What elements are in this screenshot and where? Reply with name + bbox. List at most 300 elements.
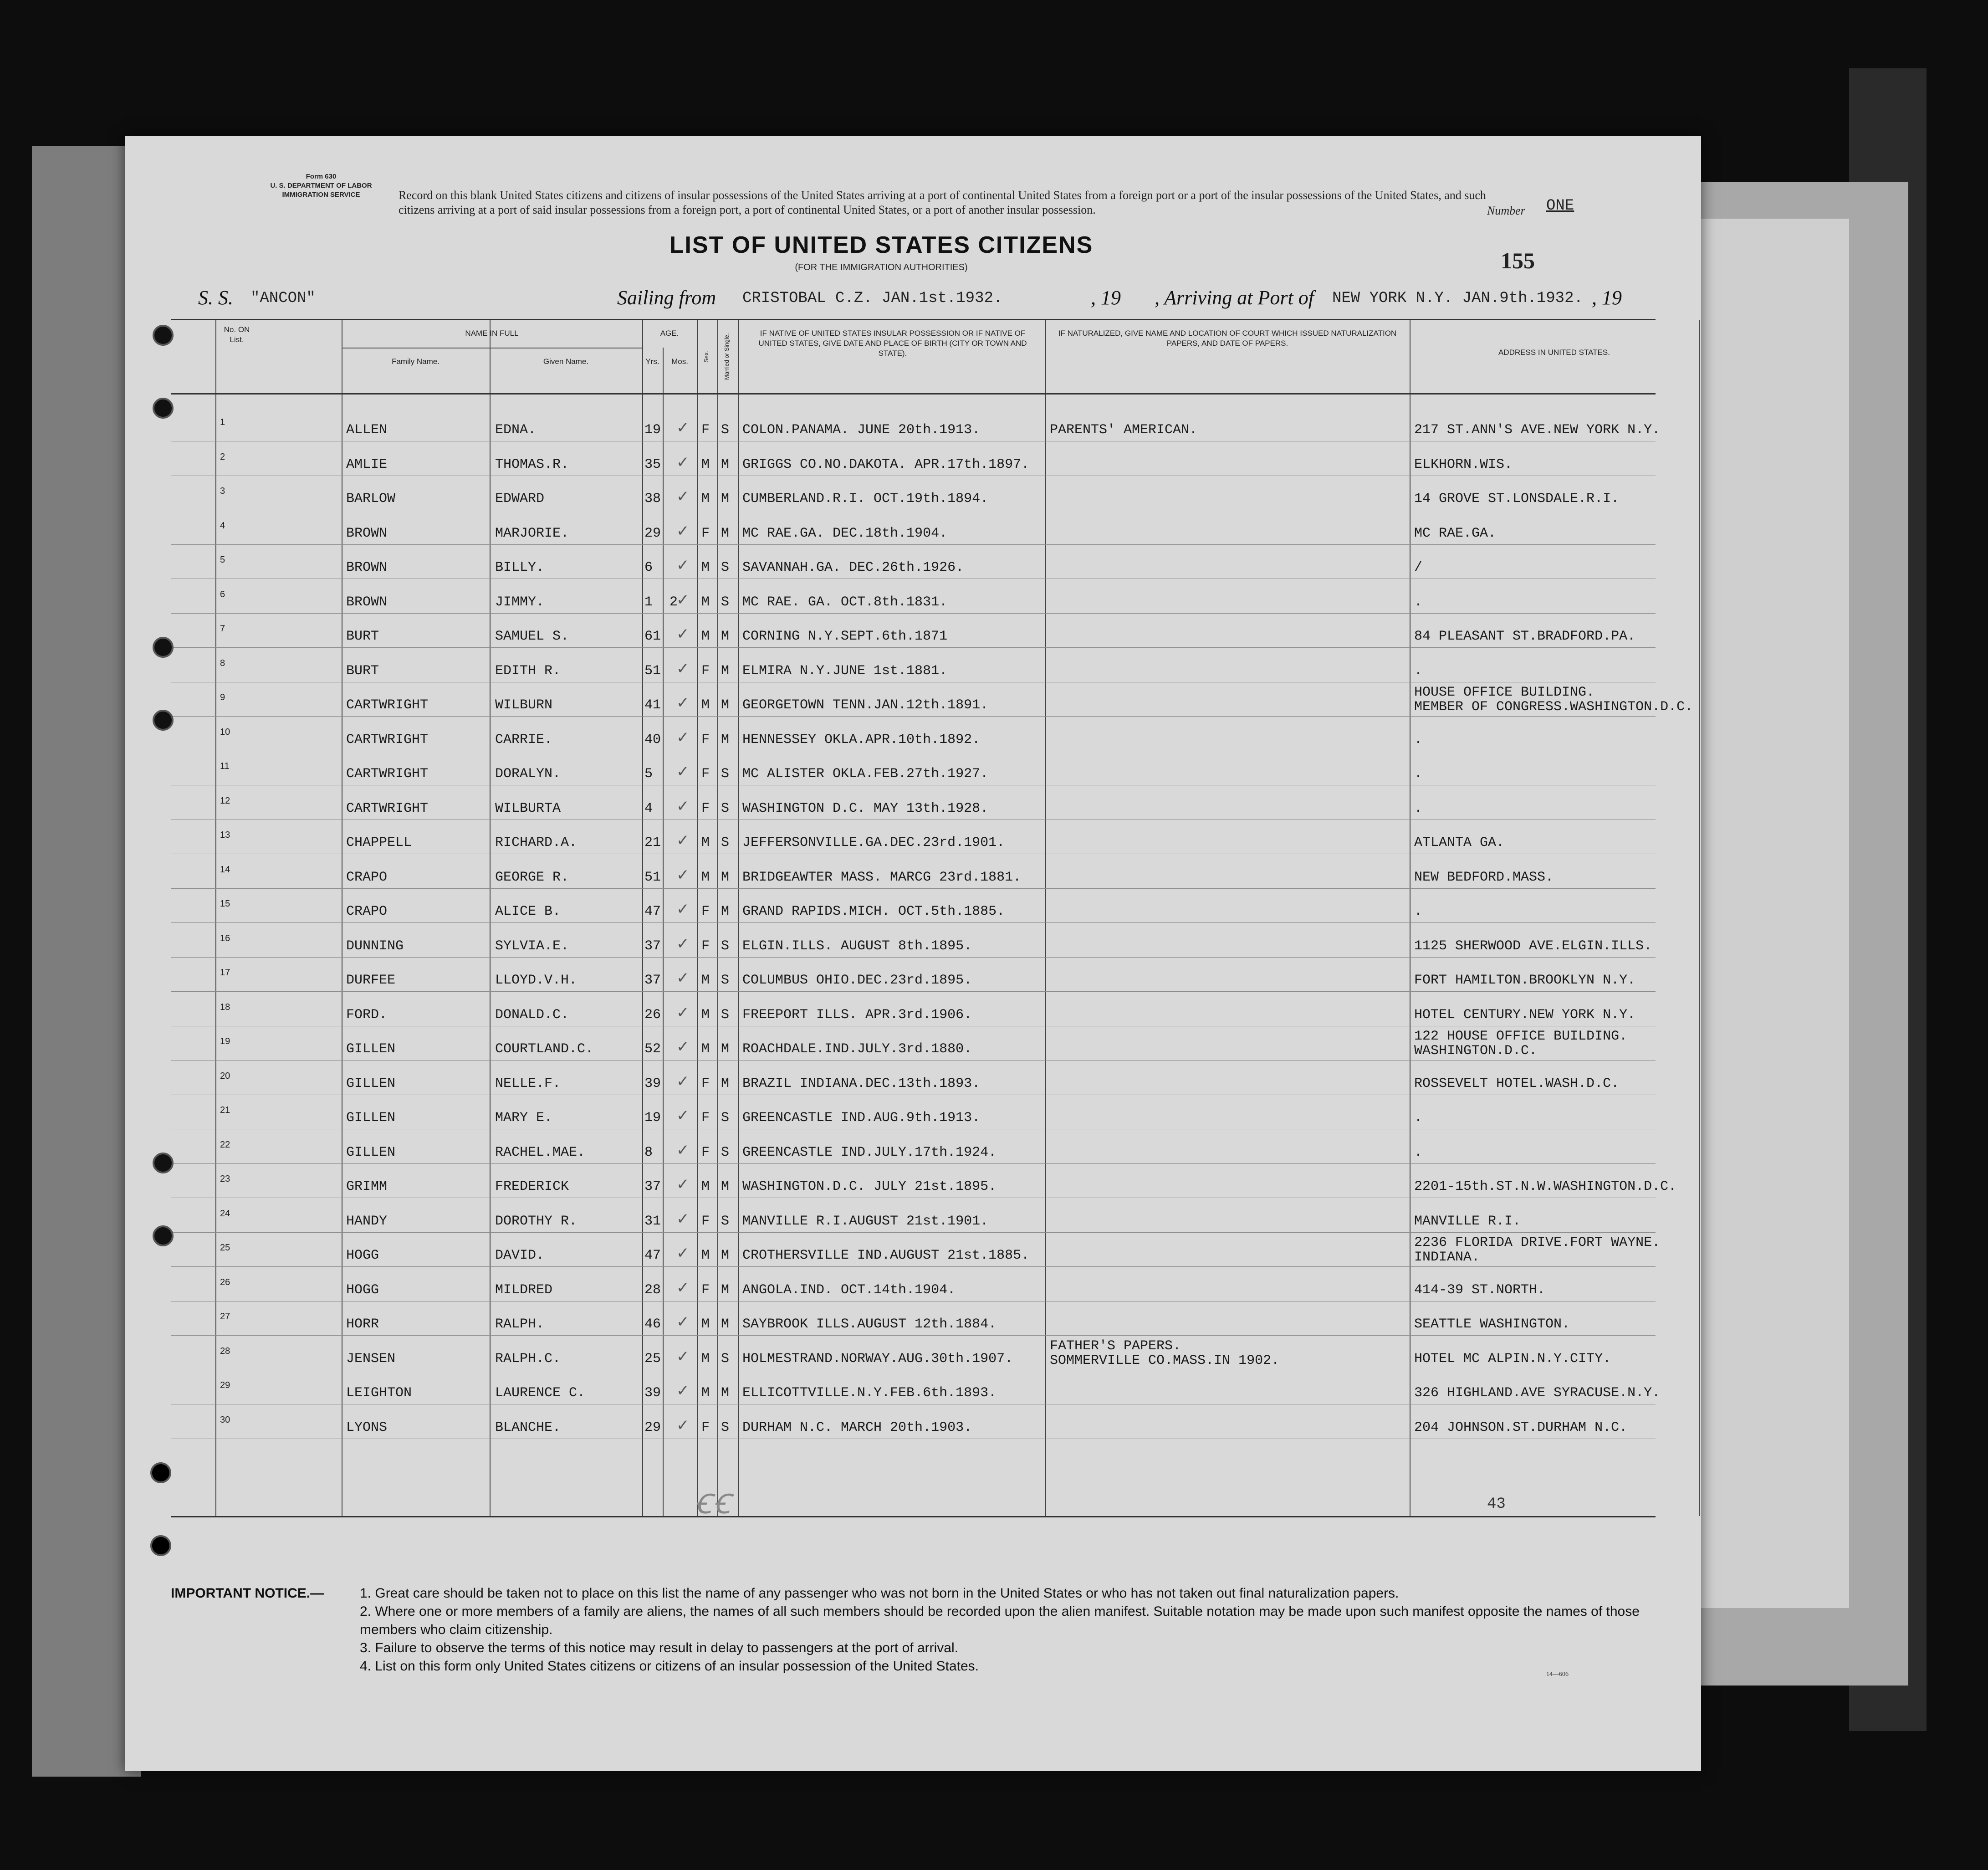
address: 2236 FLORIDA DRIVE.FORT WAYNE. xyxy=(1414,1235,1661,1250)
table-row xyxy=(171,1061,1656,1095)
given-name: WILBURN xyxy=(495,697,553,713)
marital-status: M xyxy=(721,491,730,507)
naturalization: PARENTS' AMERICAN. xyxy=(1050,422,1198,438)
address: . xyxy=(1414,594,1423,610)
row-number: 5 xyxy=(220,555,225,565)
address: 2201-15th.ST.N.W.WASHINGTON.D.C. xyxy=(1414,1179,1677,1194)
address: . xyxy=(1414,904,1423,919)
family-name: AMLIE xyxy=(346,456,388,472)
sex: F xyxy=(701,732,710,748)
given-name: DAVID. xyxy=(495,1248,545,1263)
sex: F xyxy=(701,525,710,541)
given-name: LLOYD.V.H. xyxy=(495,973,577,988)
address: . xyxy=(1414,732,1423,748)
check-mark-icon: ✓ xyxy=(676,831,690,850)
ship-name: "ANCON" xyxy=(250,290,316,307)
check-mark-icon: ✓ xyxy=(676,900,690,918)
notice-item: 2. Where one or more members of a family are aliens, the names of all such members should be recorded upon the alien manifest. Suitable notation may be made upon such manifest opposite the names of those members who claim citizenship. xyxy=(360,1604,1640,1637)
age-years: 5 xyxy=(644,766,653,782)
department-name: U. S. DEPARTMENT OF LABOR xyxy=(270,182,372,190)
family-name: GILLEN xyxy=(346,1144,396,1160)
age-years: 38 xyxy=(644,491,661,507)
birthplace: COLUMBUS OHIO.DEC.23rd.1895. xyxy=(742,973,972,988)
row-number: 10 xyxy=(220,727,230,737)
marital-status: S xyxy=(721,766,730,782)
family-name: ALLEN xyxy=(346,422,388,438)
sex: M xyxy=(701,560,710,575)
age-years: 21 xyxy=(644,835,661,850)
age-years: 25 xyxy=(644,1351,661,1367)
family-name: BROWN xyxy=(346,594,388,610)
address: 122 HOUSE OFFICE BUILDING. xyxy=(1414,1029,1628,1044)
birthplace: BRAZIL INDIANA.DEC.13th.1893. xyxy=(742,1076,981,1091)
table-row xyxy=(171,1336,1656,1370)
birthplace: HOLMESTRAND.NORWAY.AUG.30th.1907. xyxy=(742,1351,1013,1367)
address: . xyxy=(1414,1110,1423,1126)
age-years: 40 xyxy=(644,732,661,748)
address: NEW BEDFORD.MASS. xyxy=(1414,869,1554,885)
age-years: 19 xyxy=(644,1110,661,1126)
given-name: WILBURTA xyxy=(495,800,561,816)
row-number: 30 xyxy=(220,1414,230,1425)
check-mark-icon: ✓ xyxy=(676,934,690,953)
row-number: 25 xyxy=(220,1243,230,1253)
family-name: HOGG xyxy=(346,1248,379,1263)
number-value: ONE xyxy=(1546,197,1574,215)
given-name: ALICE B. xyxy=(495,904,561,919)
service-name: IMMIGRATION SERVICE xyxy=(282,191,360,199)
sex: M xyxy=(701,1385,710,1401)
marital-status: S xyxy=(721,973,730,988)
age-years: 46 xyxy=(644,1317,661,1332)
marital-status: S xyxy=(721,1213,730,1229)
table-row xyxy=(171,923,1656,958)
row-number: 11 xyxy=(220,761,230,771)
sex: F xyxy=(701,1110,710,1126)
given-name: SYLVIA.E. xyxy=(495,938,569,954)
notice-title: IMPORTANT NOTICE.— xyxy=(171,1586,324,1601)
age-years: 19 xyxy=(644,422,661,438)
check-mark-icon: ✓ xyxy=(676,659,690,678)
check-mark-icon: ✓ xyxy=(676,797,690,815)
check-mark-icon: ✓ xyxy=(676,1072,690,1091)
marital-status: M xyxy=(721,525,730,541)
birthplace: ELLICOTTVILLE.N.Y.FEB.6th.1893. xyxy=(742,1385,997,1401)
age-years: 37 xyxy=(644,973,661,988)
manifest-page xyxy=(125,136,1701,1771)
marital-status: M xyxy=(721,1076,730,1091)
address: 217 ST.ANN'S AVE.NEW YORK N.Y. xyxy=(1414,422,1661,438)
birthplace: CORNING N.Y.SEPT.6th.1871 xyxy=(742,629,948,644)
table-row xyxy=(171,476,1656,510)
address: . xyxy=(1414,766,1423,782)
birthplace: DURHAM N.C. MARCH 20th.1903. xyxy=(742,1419,972,1435)
marital-status: M xyxy=(721,663,730,679)
address-line-2: INDIANA. xyxy=(1414,1250,1480,1265)
table-row xyxy=(171,751,1656,785)
punch-hole xyxy=(153,325,174,346)
sex: M xyxy=(701,1351,710,1367)
year-label: , 19 xyxy=(1091,287,1121,309)
age-years: 39 xyxy=(644,1076,661,1091)
given-name: FREDERICK xyxy=(495,1179,569,1194)
address: MC RAE.GA. xyxy=(1414,525,1497,541)
marital-status: S xyxy=(721,835,730,850)
arriving-label: , Arriving at Port of xyxy=(1155,287,1314,309)
marital-status: S xyxy=(721,594,730,610)
age-years: 1 xyxy=(644,594,653,610)
row-number: 19 xyxy=(220,1036,230,1046)
birthplace: HENNESSEY OKLA.APR.10th.1892. xyxy=(742,732,981,748)
given-name: NELLE.F. xyxy=(495,1076,561,1091)
address: HOTEL CENTURY.NEW YORK N.Y. xyxy=(1414,1007,1636,1023)
birthplace: COLON.PANAMA. JUNE 20th.1913. xyxy=(742,422,981,438)
marital-status: S xyxy=(721,1419,730,1435)
given-name: RALPH.C. xyxy=(495,1351,561,1367)
punch-hole xyxy=(153,637,174,658)
row-number: 3 xyxy=(220,486,225,496)
address-line-2: MEMBER OF CONGRESS.WASHINGTON.D.C. xyxy=(1414,699,1693,715)
row-number: 13 xyxy=(220,830,230,840)
birthplace: GREENCASTLE IND.AUG.9th.1913. xyxy=(742,1110,981,1126)
check-mark-icon: ✓ xyxy=(676,1347,690,1366)
row-number: 15 xyxy=(220,899,230,909)
check-mark-icon: ✓ xyxy=(676,625,690,643)
header-naturalized: IF NATURALIZED, GIVE NAME AND LOCATION OF COURT WHICH ISSUED NATURALIZATION PAPERS, AND DATE OF PAPERS. xyxy=(1058,329,1397,348)
age-years: 37 xyxy=(644,1179,661,1194)
naturalization-line-2: SOMMERVILLE CO.MASS.IN 1902. xyxy=(1050,1353,1280,1368)
age-years: 51 xyxy=(644,869,661,885)
sex: F xyxy=(701,1144,710,1160)
family-name: GILLEN xyxy=(346,1110,396,1126)
family-name: CARTWRIGHT xyxy=(346,732,429,748)
family-name: LYONS xyxy=(346,1419,388,1435)
given-name: MILDRED xyxy=(495,1282,553,1298)
punch-hole xyxy=(150,1535,171,1556)
table-row xyxy=(171,1301,1656,1336)
check-mark-icon: ✓ xyxy=(676,1107,690,1125)
check-mark-icon: ✓ xyxy=(676,487,690,506)
table-row xyxy=(171,441,1656,476)
header-sex: Sex. xyxy=(703,351,710,363)
table-row xyxy=(171,1267,1656,1301)
row-number: 12 xyxy=(220,795,230,806)
naturalization: FATHER'S PAPERS. xyxy=(1050,1338,1181,1354)
birthplace: CUMBERLAND.R.I. OCT.19th.1894. xyxy=(742,491,989,507)
table-row xyxy=(171,648,1656,682)
check-mark-icon: ✓ xyxy=(676,694,690,712)
address: . xyxy=(1414,800,1423,816)
given-name: BLANCHE. xyxy=(495,1419,561,1435)
given-name: SAMUEL S. xyxy=(495,629,569,644)
row-number: 7 xyxy=(220,624,225,634)
address: / xyxy=(1414,560,1423,575)
marital-status: M xyxy=(721,904,730,919)
age-years: 51 xyxy=(644,663,661,679)
given-name: EDNA. xyxy=(495,422,537,438)
address: . xyxy=(1414,1144,1423,1160)
given-name: MARY E. xyxy=(495,1110,553,1126)
age-years: 29 xyxy=(644,1419,661,1435)
sex: F xyxy=(701,938,710,954)
given-name: GEORGE R. xyxy=(495,869,569,885)
address: HOTEL MC ALPIN.N.Y.CITY. xyxy=(1414,1351,1611,1367)
age-years: 35 xyxy=(644,456,661,472)
header-name-in-full: NAME IN FULL xyxy=(465,329,519,338)
marital-status: S xyxy=(721,1110,730,1126)
birthplace: SAYBROOK ILLS.AUGUST 12th.1884. xyxy=(742,1317,997,1332)
year-label: , 19 xyxy=(1592,287,1622,309)
row-number: 21 xyxy=(220,1105,230,1115)
age-years: 41 xyxy=(644,697,661,713)
birthplace: MC RAE. GA. OCT.8th.1831. xyxy=(742,594,948,610)
sex: F xyxy=(701,1213,710,1229)
row-number: 1 xyxy=(220,417,225,427)
given-name: BILLY. xyxy=(495,560,545,575)
row-number: 9 xyxy=(220,692,225,702)
birthplace: GRAND RAPIDS.MICH. OCT.5th.1885. xyxy=(742,904,1005,919)
family-name: HORR xyxy=(346,1317,379,1332)
check-mark-icon: ✓ xyxy=(676,969,690,987)
family-name: LEIGHTON xyxy=(346,1385,412,1401)
sex: M xyxy=(701,594,710,610)
age-years: 28 xyxy=(644,1282,661,1298)
sex: F xyxy=(701,766,710,782)
marital-status: M xyxy=(721,732,730,748)
table-row xyxy=(171,992,1656,1026)
row-number: 22 xyxy=(220,1139,230,1150)
address: 326 HIGHLAND.AVE SYRACUSE.N.Y. xyxy=(1414,1385,1661,1401)
birthplace: ANGOLA.IND. OCT.14th.1904. xyxy=(742,1282,956,1298)
table-row xyxy=(171,854,1656,889)
table-row xyxy=(171,820,1656,854)
family-name: GILLEN xyxy=(346,1076,396,1091)
table-row xyxy=(171,613,1656,648)
notice-item: 1. Great care should be taken not to place on this list the name of any passenger who was not born in the United States or who has not taken out final naturalization papers. xyxy=(360,1586,1399,1601)
table-row xyxy=(171,1129,1656,1164)
row-number: 8 xyxy=(220,658,225,668)
sex: M xyxy=(701,1248,710,1263)
address: 84 PLEASANT ST.BRADFORD.PA. xyxy=(1414,629,1636,644)
table-row xyxy=(171,957,1656,992)
sex: M xyxy=(701,1317,710,1332)
row-number: 27 xyxy=(220,1312,230,1322)
table-row xyxy=(171,544,1656,579)
family-name: BURT xyxy=(346,663,379,679)
row-number: 28 xyxy=(220,1346,230,1356)
age-years: 47 xyxy=(644,1248,661,1263)
marital-status: M xyxy=(721,1041,730,1057)
check-mark-icon: ✓ xyxy=(676,763,690,781)
check-mark-icon: ✓ xyxy=(676,1278,690,1297)
table-row xyxy=(171,1370,1661,1404)
sex: M xyxy=(701,491,710,507)
marital-status: S xyxy=(721,560,730,575)
address: ELKHORN.WIS. xyxy=(1414,456,1513,472)
marital-status: M xyxy=(721,697,730,713)
table-row xyxy=(171,1404,1656,1439)
check-mark-icon: ✓ xyxy=(676,1003,690,1022)
sex: M xyxy=(701,835,710,850)
passenger-table xyxy=(171,319,1693,1517)
marital-status: M xyxy=(721,869,730,885)
punch-hole xyxy=(153,1153,174,1173)
given-name: JIMMY. xyxy=(495,594,545,610)
sailing-from-value: CRISTOBAL C.Z. JAN.1st.1932. xyxy=(742,290,1003,307)
sailing-from-label: Sailing from xyxy=(617,287,716,309)
handwritten-annotation: ꞒꞒ xyxy=(695,1488,732,1520)
birthplace: MC RAE.GA. DEC.18th.1904. xyxy=(742,525,948,541)
birthplace: FREEPORT ILLS. APR.3rd.1906. xyxy=(742,1007,972,1023)
birthplace: BRIDGEAWTER MASS. MARCG 23rd.1881. xyxy=(742,869,1022,885)
table-row xyxy=(171,579,1656,614)
header-mos: Mos. xyxy=(671,357,688,366)
sex: F xyxy=(701,1282,710,1298)
age-years: 52 xyxy=(644,1041,661,1057)
header-birthplace: IF NATIVE OF UNITED STATES INSULAR POSSESSION OR IF NATIVE OF UNITED STATES, GIVE DATE AND PLACE OF BIRTH (CITY OR TOWN AND STATE). xyxy=(758,329,1027,358)
address: . xyxy=(1414,663,1423,679)
sex: F xyxy=(701,904,710,919)
background-sheet xyxy=(32,146,141,1777)
family-name: HANDY xyxy=(346,1213,388,1229)
marital-status: M xyxy=(721,1179,730,1194)
form-code: 14—606 xyxy=(1546,1671,1569,1678)
given-name: RACHEL.MAE. xyxy=(495,1144,586,1160)
given-name: CARRIE. xyxy=(495,732,553,748)
given-name: EDITH R. xyxy=(495,663,561,679)
birthplace: WASHINGTON.D.C. JULY 21st.1895. xyxy=(742,1179,997,1194)
given-name: DOROTHY R. xyxy=(495,1213,577,1229)
birthplace: MC ALISTER OKLA.FEB.27th.1927. xyxy=(742,766,989,782)
check-mark-icon: ✓ xyxy=(676,1382,690,1400)
family-name: JENSEN xyxy=(346,1351,396,1367)
birthplace: WASHINGTON D.C. MAY 13th.1928. xyxy=(742,800,989,816)
family-name: BURT xyxy=(346,629,379,644)
table-row xyxy=(171,407,1661,441)
table-row xyxy=(171,717,1656,751)
age-years: 8 xyxy=(644,1144,653,1160)
check-mark-icon: ✓ xyxy=(676,522,690,540)
family-name: CARTWRIGHT xyxy=(346,766,429,782)
sex: F xyxy=(701,1419,710,1435)
important-notice xyxy=(171,1584,1674,1694)
table-row xyxy=(171,682,1693,717)
row-number: 20 xyxy=(220,1071,230,1081)
check-mark-icon: ✓ xyxy=(676,590,690,609)
header-address: ADDRESS IN UNITED STATES. xyxy=(1498,348,1610,357)
header-no: No. ON List. xyxy=(224,325,250,344)
family-name: CRAPO xyxy=(346,904,388,919)
check-mark-icon: ✓ xyxy=(676,1038,690,1056)
row-number: 17 xyxy=(220,968,230,978)
check-mark-icon: ✓ xyxy=(676,419,690,437)
family-name: BROWN xyxy=(346,560,388,575)
family-name: DUNNING xyxy=(346,938,404,954)
address: 204 JOHNSON.ST.DURHAM N.C. xyxy=(1414,1419,1628,1435)
row-number: 26 xyxy=(220,1277,230,1287)
family-name: GILLEN xyxy=(346,1041,396,1057)
marital-status: S xyxy=(721,1144,730,1160)
birthplace: ELMIRA N.Y.JUNE 1st.1881. xyxy=(742,663,948,679)
age-years: 31 xyxy=(644,1213,661,1229)
family-name: CRAPO xyxy=(346,869,388,885)
age-months: 2 xyxy=(669,594,678,610)
birthplace: CROTHERSVILLE IND.AUGUST 21st.1885. xyxy=(742,1248,1030,1263)
punch-hole xyxy=(153,1225,174,1246)
number-label: Number xyxy=(1487,204,1525,217)
table-row xyxy=(171,888,1656,923)
check-mark-icon: ✓ xyxy=(676,728,690,747)
bottom-number: 43 xyxy=(1487,1496,1506,1513)
check-mark-icon: ✓ xyxy=(676,1416,690,1435)
marital-status: M xyxy=(721,629,730,644)
sex: M xyxy=(701,1041,710,1057)
sex: F xyxy=(701,800,710,816)
marital-status: S xyxy=(721,1351,730,1367)
marital-status: M xyxy=(721,1282,730,1298)
punch-hole xyxy=(153,398,174,419)
birthplace: MANVILLE R.I.AUGUST 21st.1901. xyxy=(742,1213,989,1229)
age-years: 29 xyxy=(644,525,661,541)
check-mark-icon: ✓ xyxy=(676,866,690,884)
check-mark-icon: ✓ xyxy=(676,1175,690,1194)
marital-status: S xyxy=(721,422,730,438)
age-years: 26 xyxy=(644,1007,661,1023)
check-mark-icon: ✓ xyxy=(676,1313,690,1331)
check-mark-icon: ✓ xyxy=(676,556,690,574)
header-family-name: Family Name. xyxy=(392,357,440,366)
age-years: 37 xyxy=(644,938,661,954)
family-name: CARTWRIGHT xyxy=(346,800,429,816)
given-name: DONALD.C. xyxy=(495,1007,569,1023)
family-name: CARTWRIGHT xyxy=(346,697,429,713)
marital-status: M xyxy=(721,456,730,472)
family-name: FORD. xyxy=(346,1007,388,1023)
address: SEATTLE WASHINGTON. xyxy=(1414,1317,1570,1332)
notice-item: 4. List on this form only United States citizens or citizens of an insular possession of the United States. xyxy=(360,1659,979,1674)
family-name: CHAPPELL xyxy=(346,835,412,850)
address: 414-39 ST.NORTH. xyxy=(1414,1282,1546,1298)
notice-item: 3. Failure to observe the terms of this notice may result in delay to passengers at the port of arrival. xyxy=(360,1640,958,1655)
header-married-single: Married or Single. xyxy=(723,333,730,380)
birthplace: ELGIN.ILLS. AUGUST 8th.1895. xyxy=(742,938,972,954)
ss-label: S. S. xyxy=(198,287,233,309)
record-instructions: Record on this blank United States citizens and citizens of insular possessions of the United States arriving at a port of continental United States from a foreign port or a port of the insular possessions of the United States, and such citizens arriving at a port of said insular possessions from a foreign port, a port of continental United States, or a port of another insular possession. xyxy=(399,189,1486,216)
birthplace: GEORGETOWN TENN.JAN.12th.1891. xyxy=(742,697,989,713)
sex: M xyxy=(701,629,710,644)
given-name: THOMAS.R. xyxy=(495,456,569,472)
given-name: DORALYN. xyxy=(495,766,561,782)
row-number: 16 xyxy=(220,933,230,943)
header-yrs: Yrs. xyxy=(645,357,659,366)
family-name: GRIMM xyxy=(346,1179,388,1194)
marital-status: M xyxy=(721,1317,730,1332)
sex: M xyxy=(701,1007,710,1023)
table-row xyxy=(171,1095,1656,1129)
check-mark-icon: ✓ xyxy=(676,1141,690,1159)
age-years: 4 xyxy=(644,800,653,816)
sex: M xyxy=(701,869,710,885)
header-given-name: Given Name. xyxy=(543,357,589,366)
age-years: 6 xyxy=(644,560,653,575)
family-name: BROWN xyxy=(346,525,388,541)
arriving-value: NEW YORK N.Y. JAN.9th.1932. xyxy=(1332,290,1583,307)
given-name: RICHARD.A. xyxy=(495,835,577,850)
marital-status: M xyxy=(721,1248,730,1263)
page-number: 155 xyxy=(1501,248,1535,273)
given-name: MARJORIE. xyxy=(495,525,569,541)
row-number: 23 xyxy=(220,1174,230,1184)
